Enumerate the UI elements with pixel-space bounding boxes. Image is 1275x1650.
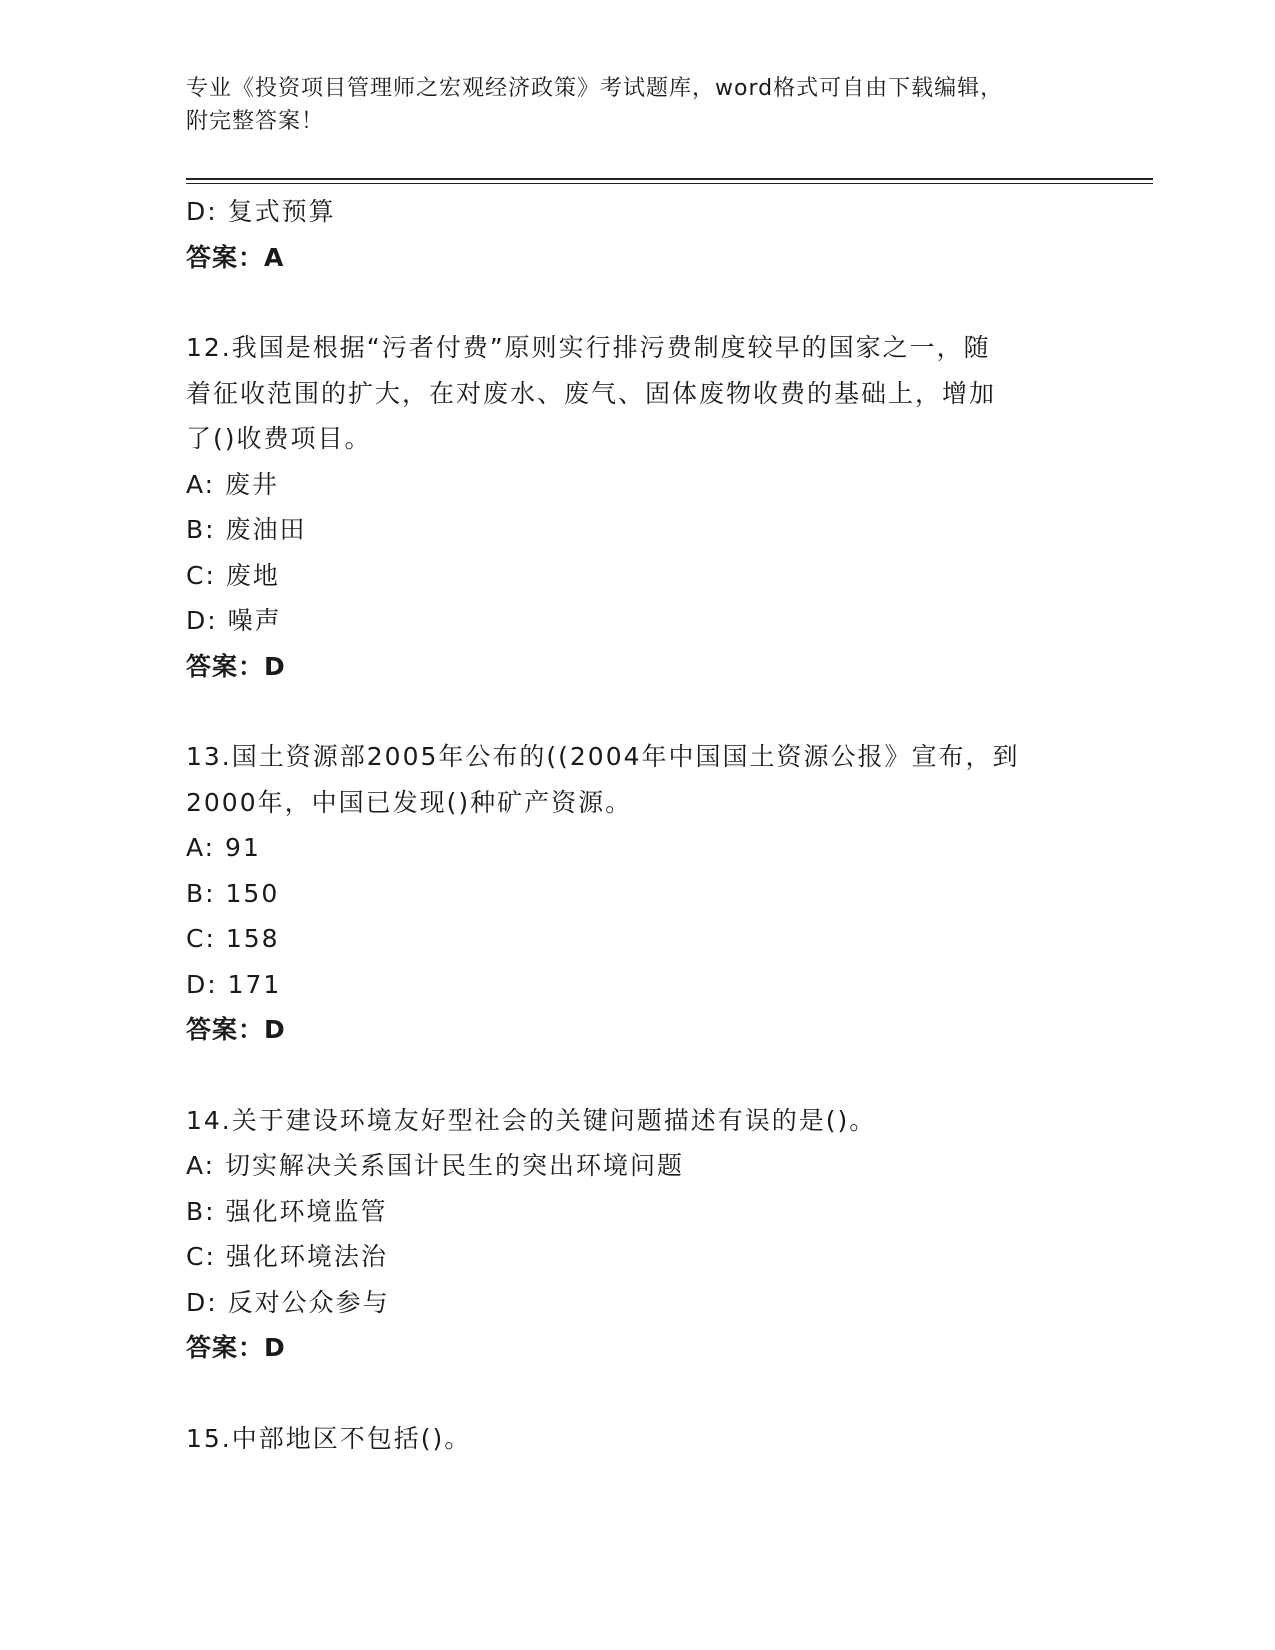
question-12	[186, 325, 1076, 689]
spacer	[186, 689, 1076, 734]
question-13-answer: 答案：D	[186, 1015, 286, 1044]
question-14-line-1: 14.关于建设环境友好型社会的关键问题描述有误的是()。	[186, 1105, 877, 1135]
question-12-line-1: 12.我国是根据“污者付费”原则实行排污费制度较早的国家之一，随	[186, 333, 991, 362]
question-14-option-d: D: 反对公众参与	[186, 1287, 390, 1317]
question-12-line-2: 着征收范围的扩大，在对废水、废气、固体废物收费的基础上，增加	[186, 378, 997, 408]
question-12-option-c: C: 废地	[186, 560, 280, 590]
question-14-option-c: C: 强化环境法治	[186, 1242, 388, 1271]
question-14-option-a: A: 切实解决关系国计民生的突出环境问题	[186, 1151, 685, 1180]
header-rule-thin	[186, 183, 1153, 184]
question-12-option-a: A: 废井	[186, 469, 280, 499]
header-line-2: 附完整答案！	[186, 109, 325, 134]
question-13-option-d: D: 171	[186, 969, 282, 999]
question-15-line-1: 15.中部地区不包括()。	[186, 1423, 472, 1453]
question-list	[186, 189, 1076, 1461]
question-13-option-c: C: 158	[186, 924, 280, 953]
question-15	[186, 1416, 1076, 1462]
question-12-answer: 答案：D	[186, 651, 286, 681]
question-12-option-d: D: 噪声	[186, 606, 282, 635]
question-12-line-3: 了()收费项目。	[186, 424, 372, 453]
question-12-option-b: B: 废油田	[186, 515, 307, 544]
spacer	[186, 1371, 1076, 1416]
question-13-line-2: 2000年，中国已发现()种矿产资源。	[186, 787, 633, 817]
prev-answer: 答案：A	[186, 242, 285, 272]
question-14-answer: 答案：D	[186, 1333, 286, 1362]
question-13	[186, 734, 1076, 1053]
header-line-1: 专业《投资项目管理师之宏观经济政策》考试题库，word格式可自由下载编辑，	[186, 76, 1004, 101]
header-rule-thick	[186, 178, 1153, 180]
question-13-option-a: A: 91	[186, 833, 261, 862]
prev-option-d: D: 复式预算	[186, 197, 336, 226]
question-13-option-b: B: 150	[186, 878, 280, 908]
document-header	[186, 72, 1076, 138]
spacer	[186, 280, 1076, 325]
spacer	[186, 1053, 1076, 1098]
question-14	[186, 1098, 1076, 1371]
question-14-option-b: B: 强化环境监管	[186, 1196, 388, 1226]
question-13-line-1: 13.国土资源部2005年公布的((2004年中国国土资源公报》宣布，到	[186, 742, 1020, 771]
